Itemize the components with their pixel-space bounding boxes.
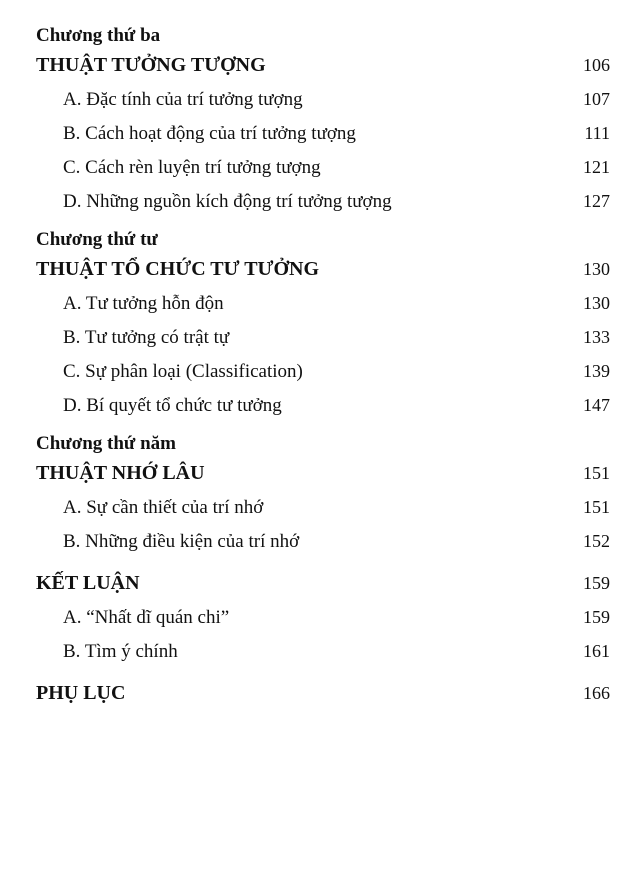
page-number: 159 [583, 573, 610, 593]
page-number: 130 [583, 259, 610, 279]
page-number: 121 [583, 157, 610, 177]
page-number: 139 [583, 361, 610, 381]
toc-item-text: B. Những điều kiện của trí nhớ [63, 531, 300, 552]
page-number: 130 [583, 293, 610, 313]
toc-item-text: A. “Nhất dĩ quán chi” [63, 607, 230, 628]
spacer [36, 558, 610, 566]
page-number: 151 [583, 463, 610, 483]
toc-item-text: B. Tư tưởng có trật tự [63, 327, 230, 348]
spacer [36, 668, 610, 676]
toc-item[interactable] [36, 490, 610, 524]
chapter-heading[interactable] [36, 456, 610, 490]
toc-item[interactable] [36, 320, 610, 354]
toc-item-text: B. Cách hoạt động của trí tưởng tượng [63, 123, 356, 144]
toc-item-text: C. Sự phân loại (Classification) [63, 361, 303, 382]
spacer [36, 218, 610, 228]
conclusion-heading[interactable] [36, 566, 610, 600]
chapter-heading[interactable] [36, 48, 610, 82]
appendix-heading[interactable] [36, 676, 610, 710]
toc-item[interactable] [36, 634, 610, 668]
toc-item[interactable] [36, 116, 610, 150]
page-number: 159 [583, 607, 610, 627]
chapter-label: Chương thứ năm [36, 433, 176, 454]
toc-item-text: A. Đặc tính của trí tưởng tượng [63, 89, 303, 110]
spacer [36, 422, 610, 432]
page-number: 151 [583, 497, 610, 517]
page-number: 152 [583, 531, 610, 551]
page-number: 161 [583, 641, 610, 661]
toc-item-text: A. Tư tưởng hỗn độn [63, 293, 224, 314]
toc-item-text: D. Bí quyết tổ chức tư tưởng [63, 395, 282, 416]
page-number: 166 [583, 683, 610, 703]
page-number: 127 [583, 191, 610, 211]
chapter-title: THUẬT TƯỞNG TƯỢNG [36, 54, 266, 76]
toc-item[interactable] [36, 388, 610, 422]
table-of-contents [36, 24, 610, 710]
toc-item-text: A. Sự cần thiết của trí nhớ [63, 497, 264, 518]
appendix-title: PHỤ LỤC [36, 682, 126, 704]
chapter-label: Chương thứ tư [36, 229, 158, 250]
toc-item[interactable] [36, 600, 610, 634]
toc-item[interactable] [36, 286, 610, 320]
toc-item[interactable] [36, 82, 610, 116]
page-number: 111 [584, 123, 610, 143]
chapter-title: THUẬT NHỚ LÂU [36, 462, 205, 484]
page-number: 107 [583, 89, 610, 109]
toc-item-text: C. Cách rèn luyện trí tưởng tượng [63, 157, 321, 178]
chapter-heading[interactable] [36, 252, 610, 286]
page-number: 147 [583, 395, 610, 415]
page-number: 133 [583, 327, 610, 347]
chapter-label: Chương thứ ba [36, 25, 161, 46]
chapter-title: THUẬT TỔ CHỨC TƯ TƯỞNG [36, 258, 320, 280]
toc-item-text: B. Tìm ý chính [63, 641, 178, 662]
toc-item[interactable] [36, 150, 610, 184]
toc-item[interactable] [36, 184, 610, 218]
toc-item[interactable] [36, 524, 610, 558]
toc-item[interactable] [36, 354, 610, 388]
conclusion-title: KẾT LUẬN [36, 572, 140, 594]
toc-item-text: D. Những nguồn kích động trí tưởng tượng [63, 191, 392, 212]
page-number: 106 [583, 55, 610, 75]
